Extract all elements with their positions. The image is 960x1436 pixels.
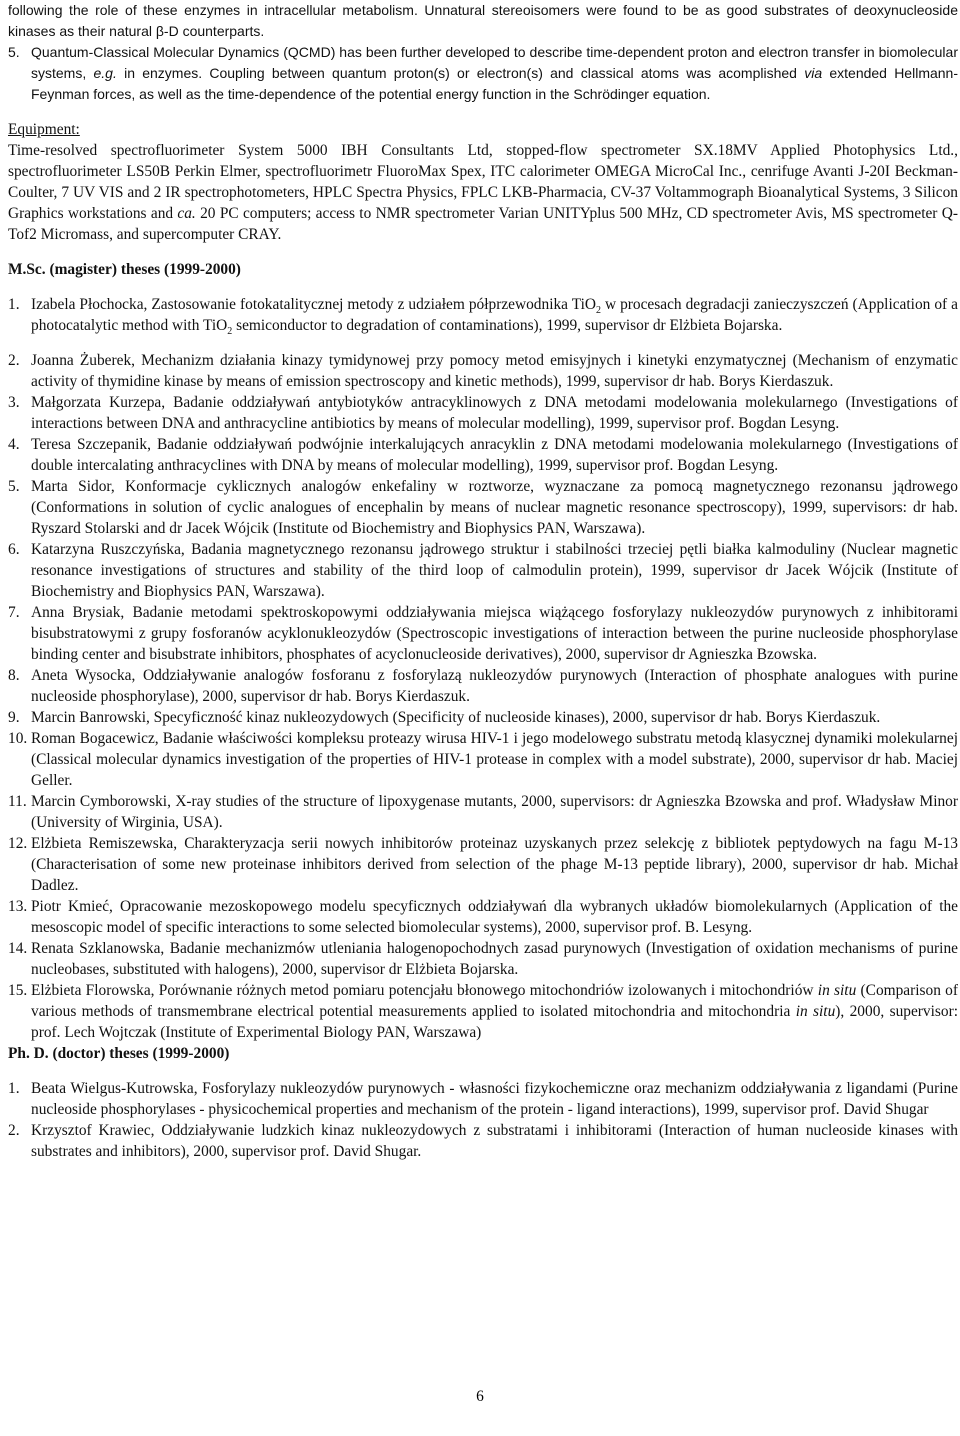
- text-run: Quantum-Classical Molecular Dynamics (QCMD) has been further developed to describe time-dependent proton and electron transfer in biomolecular systems,: [31, 44, 958, 81]
- text-run: in enzymes. Coupling between quantum proton(s) or electron(s) and classical atoms was acomplished: [116, 65, 805, 81]
- text-run: Time-resolved spectrofluorimeter System 5000 IBH Consultants Ltd, stopped-flow spectrometer SX.18MV Applied Photophysics Ltd., spectrofluorimeter LS50B Perkin Elmer, spectrofluorimetr FluoroMax Spex, ITC calorimeter OMEGA MicroCal Inc., cenrifuge Avanti J-20I Beckman-Coulter, 7 UV VIS and 2 IR spectrophotometers, HPLC Spectra Physics, FPLC LKB-Pharmacia, CV-37 Voltammograph Bioanalytical Systems, 3 Silicon Graphics workstations and: [8, 142, 958, 222]
- item-text: Marta Sidor, Konformacje cyklicznych analogów enkefaliny w roztworze, wyznaczane za pomocą magnetycznego rezonansu jądrowego (Conformations in solution of cyclic analogues of encephalin by means of nuclear magnetic resonance spectroscopy), 1999, supervisors: dr hab. Ryszard Stolarski and dr Jacek Wójcik (Institute od Biochemistry and Biophysics PAN, Warszawa).: [31, 478, 958, 537]
- item-text: [31, 980, 958, 1043]
- item-number: 12.: [8, 835, 28, 852]
- text-run: 20 PC computers; access to NMR spectrometer Varian UNITYplus 500 MHz, CD spectrometer Avis, MS spectrometer Q-Tof2 Micromass, and supercomputer CRAY.: [8, 205, 958, 243]
- list-item: [8, 476, 958, 539]
- item-number: 3.: [8, 394, 20, 411]
- list-item: [8, 539, 958, 602]
- list-item: [8, 1078, 958, 1120]
- list-item: [8, 665, 958, 707]
- list-item: [8, 602, 958, 665]
- list-item: [8, 350, 958, 392]
- text-run: semiconductor to degradation of contaminations), 1999, supervisor dr Elżbieta Bojarska.: [232, 317, 783, 334]
- item-text: Małgorzata Kurzepa, Badanie oddziaływań antybiotyków antracyklinowych z DNA metodami modelowania molekularnego (Investigations of interactions between DNA and anthracycline antibiotics by means of molecular modelling), 1999, supervisor prof. Bogdan Lesyng.: [31, 394, 958, 432]
- item-number: 13.: [8, 898, 28, 915]
- item-text: Renata Szklanowska, Badanie mechanizmów utleniania halogenopochodnych zasad purynowych (Investigation of oxidation mechanisms of purine nucleobases, substituted with halogens), 2000, supervisor dr Elżbieta Bojarska.: [31, 940, 958, 978]
- item-number: 2.: [8, 352, 20, 369]
- item-number: 15.: [8, 982, 28, 999]
- item-number: 11.: [8, 793, 27, 810]
- list-item: [8, 707, 958, 728]
- item-number: 5.: [8, 478, 20, 495]
- intro-continuation: [8, 0, 958, 42]
- list-item: [8, 791, 958, 833]
- list-item: [8, 434, 958, 476]
- item-number: 8.: [8, 667, 20, 684]
- item-text: [31, 42, 958, 105]
- item-text: [31, 294, 958, 336]
- italic-run: via: [804, 65, 823, 81]
- item-number: 2.: [8, 1122, 20, 1139]
- item-text: Teresa Szczepanik, Badanie oddziaływań podwójnie interkalujących anracyklin z DNA metodami modelowania molekularnego (Investigations of double intercalating anthracyclines with DNA by means of molecular modelling), 1999, supervisor prof. Bogdan Lesyng.: [31, 436, 958, 474]
- italic-run: e.g.: [93, 65, 117, 81]
- text-run: Izabela Płochocka, Zastosowanie fotokatalitycznej metody z udziałem półprzewodnika TiO: [31, 296, 596, 313]
- item-number: 1.: [8, 1080, 20, 1097]
- item-text: Marcin Banrowski, Specyficzność kinaz nukleozydowych (Specificity of nucleoside kinases), 2000, supervisor dr hab. Borys Kierdaszuk.: [31, 709, 881, 726]
- item-number: 5.: [8, 44, 20, 60]
- list-item: [8, 833, 958, 896]
- item-number: 7.: [8, 604, 20, 621]
- item-text: Joanna Żuberek, Mechanizm działania kinazy tymidynowej przy pomocy metod emisyjnych i kinetyki enzymatycznej (Mechanism of enzymatic activity of thymidine kinase by means of emission spectroscopy and kinetic methods), 1999, supervisor dr hab. Borys Kierdaszuk.: [31, 352, 958, 390]
- text-run: Elżbieta Florowska, Porównanie różnych metod pomiaru potencjału błonowego mitochondriów izolowanych i mitochondriów: [31, 982, 818, 999]
- item-text: Piotr Kmieć, Opracowanie mezoskopowego modelu specyficznych oddziaływań dla wybranych układów biomolekularnych (Application of the mesoscopic model of specific interactions to some selected biomolecular systems), 2000, supervisor prof. B. Lesyng.: [31, 898, 958, 936]
- item-number: 10.: [8, 730, 28, 747]
- list-item: [8, 896, 958, 938]
- equipment-text: [8, 140, 958, 245]
- item-text: Aneta Wysocka, Oddziaływanie analogów fosforanu z fosforylazą nukleozydów purynowych (Interaction of phosphate analogues with purine nucleoside phosphorylase), 2000, supervisor dr hab. Borys Kierdaszuk.: [31, 667, 958, 705]
- item-text: Elżbieta Remiszewska, Charakteryzacja serii nowych inhibitorów proteinaz uzyskanych przez selekcję z bibliotek peptydowych na fagu M-13 (Characterisation of some new proteinase inhibitors derived from selection of the phage M-13 peptide library), 2000, supervisor dr hab. Michał Dadlez.: [31, 835, 958, 894]
- italic-run: in situ: [817, 982, 857, 999]
- item-number: 14.: [8, 940, 28, 957]
- item-number: 6.: [8, 541, 20, 558]
- list-item: [8, 980, 958, 1043]
- msc-item-1: [8, 294, 958, 336]
- item-number: 4.: [8, 436, 20, 453]
- phd-section: [8, 1043, 958, 1162]
- intro-line: following the role of these enzymes in intracellular metabolism. Unnatural stereoisomers were found to be as good substrates of deoxynucleoside kinases as their natural β-D counterparts.: [8, 2, 958, 39]
- subscript: 2: [227, 326, 233, 338]
- phd-heading: Ph. D. (doctor) theses (1999-2000): [8, 1045, 230, 1062]
- item-text: Krzysztof Krawiec, Oddziaływanie ludzkich kinaz nukleozydowych z substratami i inhibitorami (Interaction of human nucleoside kinases with substrates and inhibitors), 2000, supervisor prof. David Shugar.: [31, 1122, 958, 1160]
- document-page: [8, 0, 958, 1162]
- list-item: [8, 392, 958, 434]
- list-item: [8, 938, 958, 980]
- msc-heading: M.Sc. (magister) theses (1999-2000): [8, 261, 241, 278]
- msc-list: [8, 350, 958, 1043]
- page-number: 6: [476, 1388, 484, 1405]
- subscript: 2: [595, 305, 601, 317]
- item-text: Roman Bogacewicz, Badanie właściwości kompleksu proteazy wirusa HIV-1 i jego modelowego substratu metodą klasycznej dynamiki molekularnej (Classical molecular dynamics investigation of the properties of HIV-1 protease in complex with a model substrate), 2000, supervisor dr hab. Maciej Geller.: [31, 730, 958, 789]
- text-run: (Comparison of various methods of transmembrane electrical potential measurements applied to isolated mitochondria and mitochondria: [31, 982, 958, 1020]
- list-item: [8, 728, 958, 791]
- equipment-heading: Equipment:: [8, 121, 80, 138]
- list-item: [8, 1120, 958, 1162]
- item-text: Marcin Cymborowski, X-ray studies of the structure of lipoxygenase mutants, 2000, supervisors: dr Agnieszka Bzowska and prof. Władysław Minor (University of Wirginia, USA).: [31, 793, 958, 831]
- text-run: ), 2000, supervisor: prof. Lech Wojtczak (Institute of Experimental Biology PAN, Warszawa): [31, 1003, 958, 1041]
- text-run: w procesach degradacji zanieczyszczeń (Application of a photocatalytic method with TiO: [31, 296, 958, 334]
- item-number: 9.: [8, 709, 20, 726]
- item-text: Beata Wielgus-Kutrowska, Fosforylazy nukleozydów purynowych - własności fizykochemiczne oraz mechanizm oddziaływania z ligandami (Purine nucleoside phosphorylases - physicochemical properties and mechanism of the protein - ligand interactions), 1999, supervisor prof. David Shugar: [31, 1080, 958, 1118]
- intro-item-5: [8, 42, 958, 105]
- italic-run: ca.: [177, 205, 196, 222]
- equipment-section: [8, 119, 958, 245]
- item-text: Anna Brysiak, Badanie metodami spektroskopowymi oddziaływania miejsca wiążącego fosforylazy nukleozydów purynowych z inhibitorami bisubstratowymi z grupy fosforanów acyklonukleozydów (Spectroscopic investigations of interaction between the purine nucleoside phosphorylase binding center and bisubstrate inhibitors, phosphates of acyclonucleoside derivatives), 2000, supervisor dr Agnieszka Bzowska.: [31, 604, 958, 663]
- italic-run: in situ: [795, 1003, 836, 1020]
- item-text: Katarzyna Ruszczyńska, Badania magnetycznego rezonansu jądrowego struktur i stabilności trzeciej pętli białka kalmoduliny (Nuclear magnetic resonance investigations of structures and stability of the third loop of calmodulin protein), 1999, supervisor dr Jacek Wójcik (Institute of Biochemistry and Biophysics PAN, Warszawa).: [31, 541, 958, 600]
- text-run: extended Hellmann-Feynman forces, as well as the time-dependence of the potential energy function in the Schrödinger equation.: [31, 65, 959, 102]
- item-number: 1.: [8, 296, 20, 313]
- msc-section: [8, 259, 958, 1043]
